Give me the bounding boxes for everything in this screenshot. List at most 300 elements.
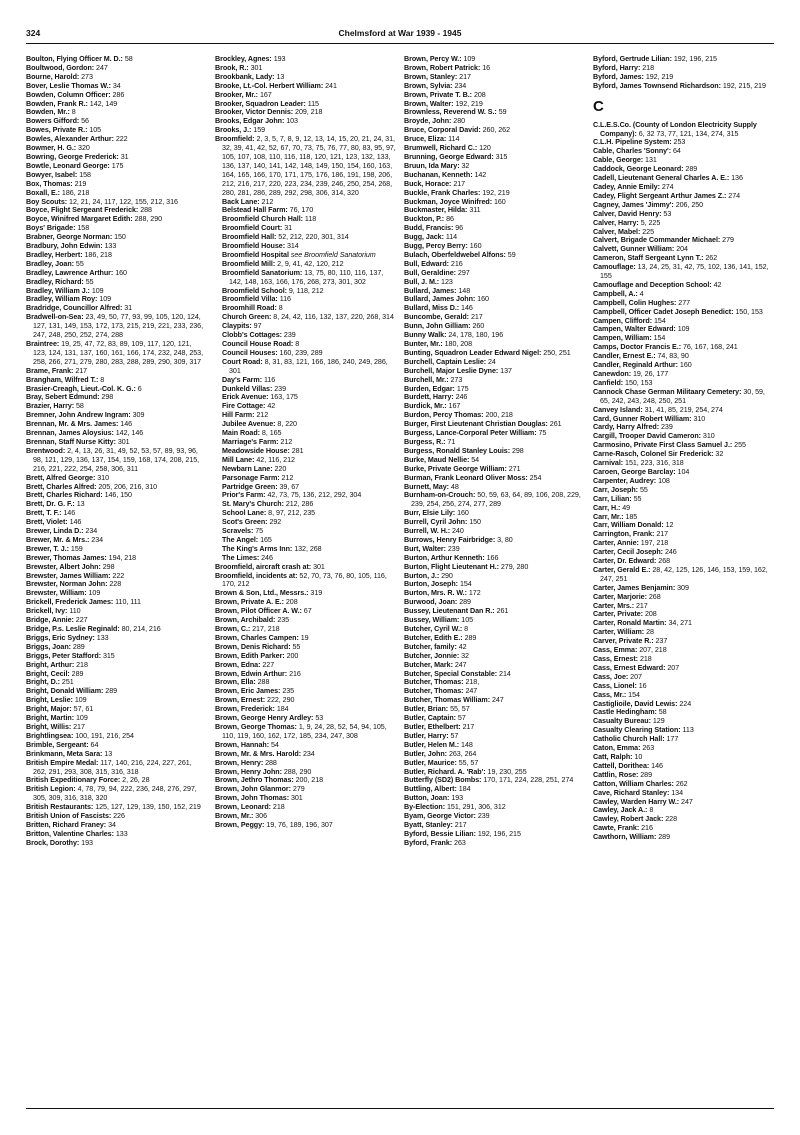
entry-page-refs: 170, 171, 224, 228, 251, 274 [483, 776, 574, 785]
index-entry [404, 678, 585, 687]
entry-page-refs: 225 [642, 227, 655, 236]
index-entry [404, 509, 585, 518]
entry-heading: Campen, William: [593, 334, 652, 343]
entry-page-refs: 193 [81, 838, 93, 847]
entry-page-refs: 4, 78, 79, 94, 222, 236, 248, 276, 297, 305, 309, 316, 318, 320 [33, 785, 197, 803]
entry-page-refs: 148 [461, 740, 473, 749]
entry-heading: Cadey, Annie Emily: [593, 182, 660, 191]
entry-heading: Cadell, Lieutenant General Charles A. E.: [593, 174, 730, 183]
index-entry [26, 162, 207, 171]
entry-page-refs: 279 [292, 785, 305, 794]
index-entry [26, 785, 207, 803]
entry-page-refs: 6, 32 73, 77, 121, 134, 274, 315 [638, 129, 739, 138]
entry-page-refs: 19, 230, 255 [487, 767, 527, 776]
index-subentry [215, 224, 396, 233]
entry-page-refs: 260, 262 [482, 126, 511, 135]
entry-heading: Brentwood: [26, 446, 66, 455]
index-entry [215, 82, 396, 91]
index-entry [404, 340, 585, 349]
entry-page-refs: 289 [640, 770, 653, 779]
entry-heading: Brewster, William: [26, 589, 87, 598]
entry-heading: Brook, R.: [215, 63, 249, 72]
entry-heading: Broyde, John: [404, 117, 452, 126]
entry-page-refs: 64 [672, 147, 681, 156]
index-entry [26, 714, 207, 723]
entry-page-refs: 218 [76, 660, 88, 669]
index-entry [404, 224, 585, 233]
entry-page-refs: 55 [292, 642, 301, 651]
entry-heading: Brett, Dr. G. F.: [26, 500, 75, 509]
entry-page-refs: 217 [462, 722, 475, 731]
entry-page-refs: 208 [285, 598, 298, 607]
index-entry [404, 73, 585, 82]
index-entry [26, 572, 207, 581]
entry-heading: Catholic Church Hall: [593, 735, 665, 744]
entry-page-refs: 289 [464, 633, 477, 642]
entry-page-refs: 255 [734, 441, 746, 450]
entry-page-refs: 222 [115, 135, 128, 144]
entry-page-refs: 247 [465, 687, 478, 696]
entry-page-refs: 42 [267, 402, 276, 411]
entry-heading: Burdon, Percy Thomas: [404, 411, 484, 420]
entry-heading: Brown, Denis Richard: [215, 642, 291, 651]
entry-page-refs: 172 [468, 589, 481, 598]
index-entry [26, 411, 207, 420]
index-entry [26, 527, 207, 536]
entry-heading: British Restaurants: [26, 803, 94, 812]
entry-page-refs: 8, 97, 212, 235 [268, 509, 316, 518]
index-entry [593, 602, 774, 611]
entry-page-refs: 136 [731, 174, 743, 183]
index-entry [404, 135, 585, 144]
entry-heading: Cagney, James 'Jimmy': [593, 200, 674, 209]
entry-heading: Buttling, Albert: [404, 785, 457, 794]
entry-heading: Buchanan, Kenneth: [404, 170, 473, 179]
index-entry [26, 215, 207, 224]
entry-page-refs: 240 [452, 527, 464, 536]
index-entry [404, 616, 585, 625]
index-columns [26, 55, 774, 1105]
index-entry [26, 242, 207, 251]
entry-page-refs: 288, 290 [134, 215, 163, 224]
entry-heading: Bridge, Annie: [26, 616, 74, 625]
entry-heading: Bright, Martin: [26, 714, 75, 723]
index-subentry [215, 198, 396, 207]
index-entry [404, 794, 585, 803]
index-entry [26, 224, 207, 233]
index-entry [26, 269, 207, 278]
entry-heading: Broomfield, incidents at: [215, 571, 298, 580]
entry-page-refs: 59 [507, 250, 516, 259]
entry-page-refs: 180, 208 [444, 340, 473, 348]
entry-heading: Carter, Gerald E.: [593, 565, 651, 574]
entry-heading: Burdick, Mr.: [404, 402, 447, 411]
entry-page-refs: 125, 127, 129, 139, 150, 152, 219 [95, 803, 201, 812]
entry-heading: Brennan, James Aloysius: [26, 429, 114, 438]
index-subentry [215, 527, 396, 536]
index-entry [593, 610, 774, 619]
index-entry [593, 121, 774, 139]
entry-heading: Brown, George Henry Ardley: [215, 714, 314, 723]
entry-page-refs: 273 [450, 375, 463, 384]
entry-heading: Broomhill Road: [222, 304, 277, 313]
entry-page-refs: 186, 218 [61, 188, 90, 197]
entry-heading: Brickell, Frederick James: [26, 598, 114, 607]
entry-page-refs: 142 [474, 170, 487, 179]
entry-page-refs: 261 [549, 420, 562, 429]
entry-heading: Scravels: [222, 527, 254, 536]
index-entry [215, 73, 396, 82]
entry-heading: Fire Cottage: [222, 402, 266, 411]
entry-heading: C.L.E.S.Co. (County of London Electricity Supply Company): [593, 120, 757, 138]
entry-heading: Brumwell, Richard C.: [404, 144, 478, 153]
index-entry [26, 198, 207, 207]
running-header [26, 26, 774, 42]
entry-heading: Briggs, Joan: [26, 642, 71, 651]
entry-page-refs: 8 [71, 108, 76, 117]
entry-heading: Day's Farm: [222, 375, 263, 384]
index-entry [26, 518, 207, 527]
entry-page-refs: 42 [713, 280, 722, 289]
entry-heading: Carpenter, Audrey: [593, 476, 657, 485]
entry-heading: Brooke, Lt.-Col. Herbert William: [215, 81, 324, 90]
index-entry [215, 768, 396, 777]
entry-heading: Bradley, Lawrence Arthur: [26, 268, 114, 277]
index-column-3 [404, 55, 585, 1105]
index-column-1 [26, 55, 207, 1105]
index-entry [26, 696, 207, 705]
entry-heading: Broomfield Villa: [222, 295, 278, 304]
entry-page-refs: 192, 219 [482, 188, 510, 197]
entry-heading: Carter, Marjorie: [593, 592, 647, 601]
entry-page-refs: 148 [458, 286, 471, 295]
entry-heading: Belstead Hall Farm: [222, 206, 288, 215]
entry-heading: Burdett, Harry: [404, 393, 454, 402]
entry-heading: Bright, Cecil: [26, 669, 70, 678]
entry-heading: Brooker, Victor Dennis: [215, 108, 294, 117]
entry-heading: Bradbury, John Edwin: [26, 242, 103, 251]
entry-page-refs: 166 [486, 553, 499, 562]
index-subentry [215, 242, 396, 251]
entry-heading: Calver, Harry: [593, 218, 639, 227]
entry-page-refs: 222 [112, 571, 125, 580]
index-entry [404, 750, 585, 759]
entry-heading: Carter, Mrs.: [593, 601, 635, 610]
entry-page-refs: 298 [101, 393, 114, 402]
index-entry [593, 477, 774, 486]
entry-page-refs: 74, 83, 90 [657, 352, 689, 361]
entry-heading: Cable, Charles 'Sonny': [593, 147, 672, 156]
entry-page-refs: 301 [250, 63, 263, 72]
index-entry [26, 126, 207, 135]
entry-heading: Buckton, P.: [404, 215, 445, 224]
entry-page-refs: 239 [661, 423, 673, 432]
entry-page-refs: 109 [677, 325, 690, 334]
entry-page-refs: 118 [304, 215, 317, 224]
index-entry [404, 687, 585, 696]
entry-page-refs: 297 [457, 268, 470, 277]
entry-page-refs: 290 [441, 571, 453, 580]
entry-heading: British Legion: [26, 785, 76, 794]
entry-page-refs: 239 [274, 384, 287, 393]
entry-heading: Council House Road: [222, 340, 294, 348]
entry-page-refs: 217 [635, 601, 648, 610]
index-entry [404, 304, 585, 313]
entry-heading: British Expeditionary Force: [26, 776, 121, 785]
entry-heading: Campbell, Colin Hughes: [593, 298, 677, 307]
index-column-4 [593, 55, 774, 1105]
index-entry [26, 678, 207, 687]
index-entry [404, 527, 585, 536]
entry-heading: Bowyer, Isabel: [26, 170, 78, 179]
entry-heading: Broomfield Church Hall: [222, 215, 303, 224]
entry-heading: Brown, Frederick: [215, 705, 275, 714]
entry-page-refs: 165 [260, 535, 272, 544]
entry-page-refs: 137 [500, 366, 512, 375]
entry-heading: Burnett, May: [404, 482, 449, 491]
entry-page-refs: 263, 264 [448, 749, 477, 758]
entry-page-refs: 315 [495, 152, 508, 161]
entry-heading: Campbell, Officer Cadet Joseph Benedict: [593, 307, 734, 316]
index-entry [593, 468, 774, 477]
entry-page-refs: 53 [663, 209, 672, 218]
entry-heading: Catton, William Charles: [593, 779, 674, 788]
index-entry [404, 100, 585, 109]
entry-heading: Brown, Edna: [215, 660, 261, 669]
entry-heading: Brinkmann, Meta Sara: [26, 749, 103, 758]
entry-page-refs: 167 [448, 402, 461, 411]
entry-page-refs: 8, 220 [277, 420, 297, 429]
index-entry [404, 322, 585, 331]
entry-heading: Cass, Ernest Edward: [593, 663, 666, 672]
entry-heading: Bradwell-on-Sea: [26, 313, 84, 322]
index-entry [26, 233, 207, 242]
entry-page-refs: 193 [451, 794, 464, 803]
index-entry [404, 215, 585, 224]
entry-page-refs: 207 [630, 672, 642, 681]
entry-heading: Brett, Charles Alfred: [26, 482, 97, 491]
index-subentry [215, 206, 396, 215]
index-entry [404, 278, 585, 287]
entry-page-refs: 227 [75, 616, 88, 625]
entry-page-refs: 263 [454, 838, 466, 847]
index-entry [593, 539, 774, 548]
entry-page-refs: 204 [676, 245, 688, 254]
entry-heading: Bunny Walk: [404, 331, 447, 340]
entry-heading: Brown, Ella: [215, 678, 256, 687]
entry-page-refs: 13 [76, 500, 85, 509]
index-entry [26, 759, 207, 777]
index-entry [593, 744, 774, 753]
entry-heading: Cawthorn, William: [593, 833, 657, 842]
index-entry [593, 254, 774, 263]
index-entry [26, 607, 207, 616]
entry-page-refs: 34 [108, 820, 116, 829]
entry-heading: Brewster, James William: [26, 571, 111, 580]
index-entry [404, 456, 585, 465]
index-entry [215, 652, 396, 661]
entry-page-refs: 289 [459, 598, 471, 607]
index-subentry [215, 500, 396, 509]
entry-page-refs: 146 [461, 304, 473, 313]
entry-heading: Boultwood, Gordon: [26, 63, 95, 72]
entry-page-refs: 28, 42, 125, 126, 146, 153, 159, 162, 247, 251 [600, 565, 768, 583]
entry-heading: Butcher, Thomas: [404, 687, 464, 696]
index-entry [215, 91, 396, 100]
index-entry [404, 483, 585, 492]
index-subentry [215, 554, 396, 563]
entry-page-refs: 3, 80 [497, 535, 513, 544]
entry-heading: Bruun, Ida Mary: [404, 161, 460, 170]
index-entry [593, 726, 774, 735]
index-entry [593, 700, 774, 709]
entry-heading: Bright, Leslie: [26, 696, 73, 705]
entry-page-refs: 281 [291, 446, 304, 455]
entry-heading: Brooker, Mr.: [215, 90, 258, 99]
entry-page-refs: 8, 165 [261, 429, 282, 438]
entry-page-refs: 24 [488, 357, 496, 366]
entry-page-refs: 6 [137, 384, 142, 393]
entry-heading: Carr, William Donald: [593, 521, 664, 530]
index-entry [26, 483, 207, 492]
index-entry [404, 260, 585, 269]
entry-heading: Broomfield: [215, 135, 255, 144]
index-subentry [215, 518, 396, 527]
entry-page-refs: 114 [448, 135, 460, 144]
entry-heading: Burchell, Captain Leslie: [404, 357, 487, 366]
index-entry [404, 180, 585, 189]
entry-heading: Burnham-on-Crouch: [404, 491, 476, 500]
entry-heading: Broomfield Mill: [222, 259, 276, 268]
entry-page-refs: 319 [310, 589, 323, 598]
index-entry [593, 192, 774, 201]
index-entry [404, 287, 585, 296]
entry-heading: Bunn, John Gilliam: [404, 322, 471, 331]
entry-heading: Carter, Private: [593, 610, 644, 619]
index-entry [26, 153, 207, 162]
entry-page-refs: 2, 9, 41, 42, 120, 212 [277, 259, 344, 268]
entry-page-refs: 53 [315, 714, 324, 723]
entry-heading: Brewster, Norman John: [26, 580, 108, 589]
entry-page-refs: 185 [625, 512, 638, 521]
index-entry [593, 771, 774, 780]
index-entry [404, 821, 585, 830]
index-entry [404, 162, 585, 171]
index-entry [215, 776, 396, 785]
index-entry [26, 108, 207, 117]
entry-page-refs: 59 [498, 108, 507, 117]
index-entry [404, 652, 585, 661]
index-entry [593, 628, 774, 637]
entry-page-refs: 288 [265, 758, 277, 767]
entry-page-refs: 146 [69, 518, 82, 527]
index-subentry [215, 269, 396, 287]
index-subentry [215, 331, 396, 340]
entry-page-refs: 109 [463, 55, 476, 63]
entry-page-refs: 55 [633, 494, 642, 503]
index-entry [593, 673, 774, 682]
entry-page-refs: 234 [302, 749, 315, 758]
entry-page-refs: 114 [445, 233, 458, 242]
index-entry [215, 687, 396, 696]
entry-heading: Brown, Edwin Arthur: [215, 669, 288, 678]
entry-page-refs: 205, 206, 216, 310 [98, 482, 158, 491]
index-entry [26, 634, 207, 643]
index-entry [593, 584, 774, 593]
entry-heading: Brockley, Agnes: [215, 55, 272, 63]
index-entry [593, 486, 774, 495]
index-entry [26, 251, 207, 260]
entry-heading: Brown, Pilot Officer A. W.: [215, 607, 302, 616]
entry-heading: Cameron, Staff Sergeant Lynn T.: [593, 254, 704, 263]
index-subentry [215, 465, 396, 474]
index-entry [404, 55, 585, 64]
index-subentry [215, 429, 396, 438]
entry-heading: Bright, Donald William: [26, 687, 104, 696]
entry-page-refs: 160 [469, 242, 482, 251]
entry-heading: Bullard, James John: [404, 295, 476, 304]
index-entry [404, 643, 585, 652]
index-entry [26, 260, 207, 269]
entry-page-refs: 150 [469, 518, 481, 527]
entry-heading: Brownless, Reverend W. S.: [404, 108, 497, 117]
entry-heading: Burton, J.: [404, 571, 440, 580]
entry-page-refs: 167 [259, 90, 272, 99]
entry-heading: Brown, Robert Patrick: [404, 63, 481, 72]
entry-heading: Caton, Emma: [593, 744, 641, 753]
index-entry [26, 287, 207, 296]
index-column-2 [215, 55, 396, 1105]
index-subentry [215, 295, 396, 304]
entry-heading: Bullard, Miss D.: [404, 304, 460, 313]
entry-heading: Bowring, George Frederick: [26, 152, 119, 161]
index-subentry [215, 349, 396, 358]
entry-heading: Bugg, Jack: [404, 233, 444, 242]
index-subentry [215, 438, 396, 447]
entry-heading: Brickell, Ivy: [26, 607, 68, 616]
entry-page-refs: 262 [705, 254, 718, 263]
entry-page-refs: 19, 26, 177 [632, 370, 669, 378]
entry-page-refs: 247 [454, 660, 467, 669]
index-entry [26, 429, 207, 438]
entry-heading: Brown, Charles Campen: [215, 633, 299, 642]
entry-page-refs: 254 [529, 473, 542, 482]
header-rule [26, 43, 774, 44]
index-entry [404, 331, 585, 340]
index-entry [215, 572, 396, 590]
index-entry [26, 821, 207, 830]
entry-heading: Bridge, P.s. Leslie Reginald: [26, 625, 120, 633]
entry-page-refs: 288, 290 [283, 767, 312, 776]
index-entry [593, 156, 774, 165]
entry-heading: Cadey, Flight Sergeant Arthur James Z.: [593, 191, 727, 200]
entry-page-refs: 150, 153 [735, 307, 763, 316]
index-entry [26, 652, 207, 661]
index-entry [215, 634, 396, 643]
entry-page-refs: 4 [639, 289, 644, 298]
entry-heading: Butterfly (SD2) Bombs: [404, 776, 482, 785]
entry-page-refs: 288 [257, 678, 270, 687]
entry-page-refs: 193 [273, 55, 286, 63]
entry-page-refs: 241 [325, 81, 337, 90]
index-entry [593, 423, 774, 432]
index-entry [404, 313, 585, 322]
entry-page-refs: 184 [458, 785, 471, 794]
entry-heading: Brennan, Mr. & Mrs. James: [26, 420, 119, 429]
entry-page-refs: 273 [81, 72, 93, 81]
index-subentry [215, 474, 396, 483]
index-entry [404, 768, 585, 777]
